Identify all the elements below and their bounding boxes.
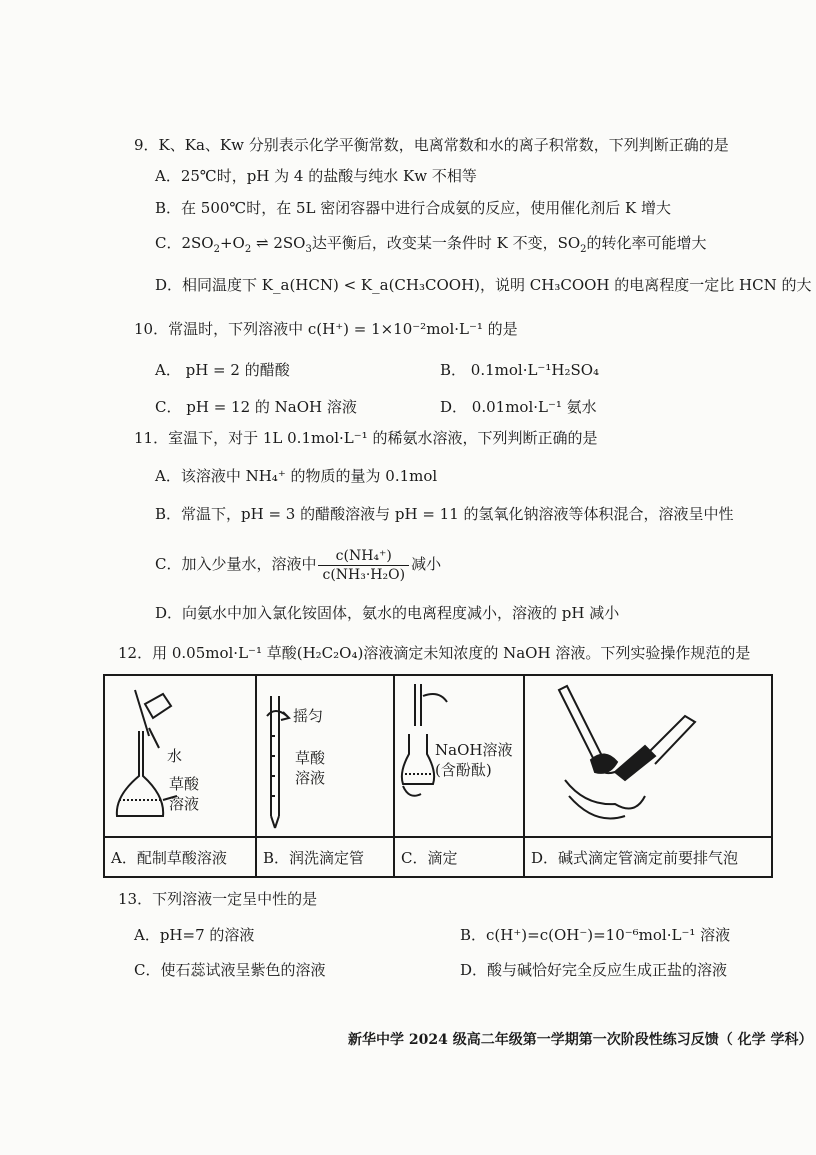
- experiment-table: [103, 674, 773, 878]
- pic-cell-d: [524, 675, 772, 837]
- alkaline-burette-illustration: [525, 676, 771, 832]
- q9-option-a: A．25℃时，pH 为 4 的盐酸与纯水 Kw 不相等: [155, 167, 477, 185]
- q9-option-c: C．$2SO_2+O_2$ ⇌ $2SO_3$达平衡后，改变某一条件时 K 不变，$SO_2$的转化率可能增大: [155, 234, 707, 255]
- q13-option-b: B．c(H⁺)=c(OH⁻)=10⁻⁶mol·L⁻¹ 溶液: [460, 926, 731, 944]
- caption-c: C．滴定: [394, 837, 524, 877]
- pic-cell-a: [104, 675, 256, 837]
- concentration-ratio: $\frac{\text{c(NH₄⁺)}}{\text{c(NH₃·H₂O)}}$: [318, 547, 409, 584]
- q9-stem: 9．K、Ka、Kw 分别表示化学平衡常数，电离常数和水的离子积常数，下列判断正确的是: [134, 136, 729, 154]
- q13-option-a: A．pH=7 的溶液: [134, 926, 255, 944]
- q10-option-b: B． 0.1mol·L⁻¹H₂SO₄: [440, 361, 600, 379]
- q10-option-c: C． pH = 12 的 NaOH 溶液: [155, 398, 357, 416]
- q12-stem: 12．用 0.05mol·L⁻¹ 草酸(H₂C₂O₄)溶液滴定未知浓度的 NaOH 溶液。下列实验操作规范的是: [118, 644, 751, 662]
- pic-cell-b: [256, 675, 394, 837]
- naoh-label: NaOH溶液 (含酚酞): [435, 741, 513, 779]
- q10-option-a: A． pH = 2 的醋酸: [155, 361, 290, 379]
- q13-option-d: D．酸与碱恰好完全反应生成正盐的溶液: [460, 961, 728, 979]
- q9-option-b: B．在 500℃时，在 5L 密闭容器中进行合成氨的反应，使用催化剂后 K 增大: [155, 199, 671, 217]
- q11-option-a: A．该溶液中 NH₄⁺ 的物质的量为 0.1mol: [155, 467, 438, 485]
- q11-option-b: B．常温下，pH = 3 的醋酸溶液与 pH = 11 的氢氧化钠溶液等体积混合，溶液呈中性: [155, 505, 734, 523]
- q10-stem: 10．常温时，下列溶液中 c(H⁺) = 1×10⁻²mol·L⁻¹ 的是: [134, 320, 518, 338]
- q13-stem: 13．下列溶液一定呈中性的是: [118, 890, 318, 908]
- caption-b: B．润洗滴定管: [256, 837, 394, 877]
- q11-option-d: D．向氨水中加入氯化铵固体，氨水的电离程度减小，溶液的 pH 减小: [155, 604, 620, 622]
- caption-d: D．碱式滴定管滴定前要排气泡: [524, 837, 772, 877]
- caption-a: A．配制草酸溶液: [104, 837, 256, 877]
- oxalic-label-a: 草酸 溶液: [169, 775, 200, 813]
- q13-option-c: C．使石蕊试液呈紫色的溶液: [134, 961, 326, 979]
- water-label: 水: [167, 747, 183, 765]
- shake-label: 摇匀: [293, 707, 324, 725]
- q9-option-d: D．相同温度下 K_a(HCN) < K_a(CH₃COOH)，说明 CH₃COOH 的电离程度一定比 HCN 的大: [155, 276, 812, 294]
- q11-stem: 11．室温下，对于 1L 0.1mol·L⁻¹ 的稀氨水溶液，下列判断正确的是: [134, 429, 598, 447]
- oxalic-label-b: 草酸 溶液: [295, 749, 326, 787]
- pic-cell-c: [394, 675, 524, 837]
- page-footer: 新华中学 2024 级高二年级第一学期第一次阶段性练习反馈（ 化学 学科）: [348, 1032, 813, 1048]
- q11-option-c: C．加入少量水，溶液中 $\frac{\text{c(NH₄⁺)}}{\text{c(NH₃·H₂O)}}$ 减小: [155, 547, 442, 583]
- q10-option-d: D． 0.01mol·L⁻¹ 氨水: [440, 398, 597, 416]
